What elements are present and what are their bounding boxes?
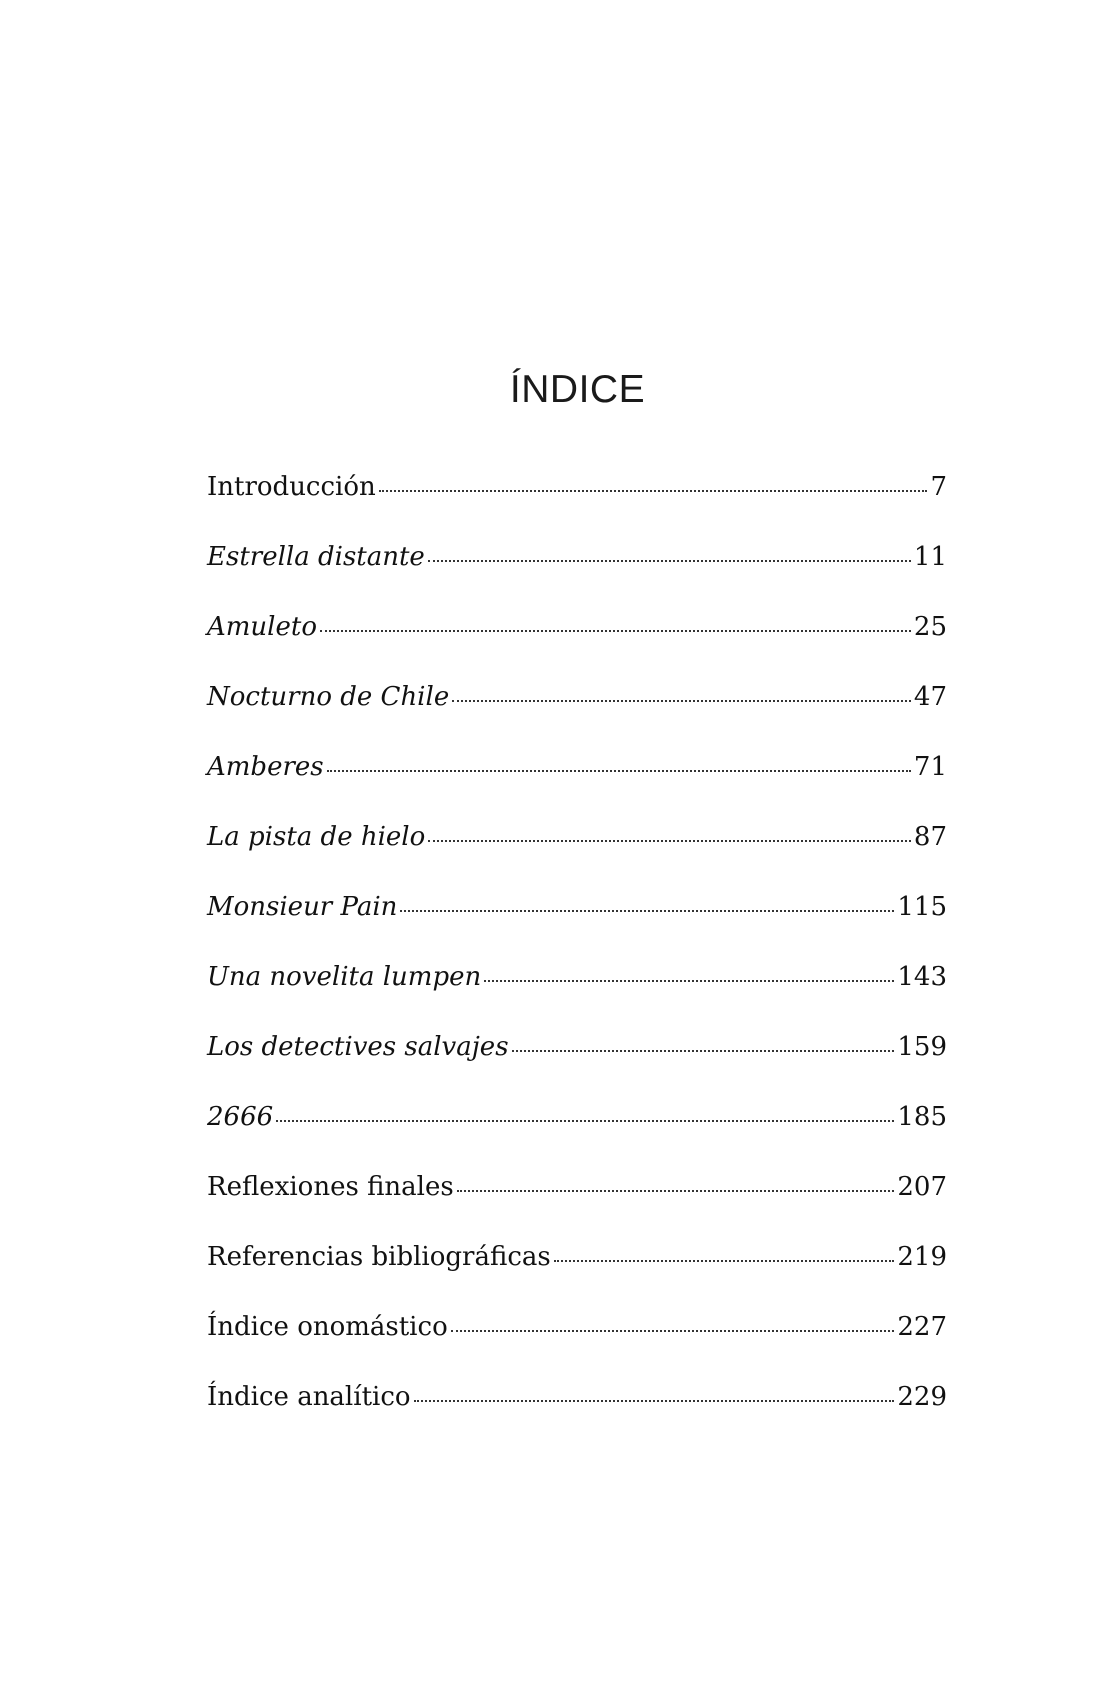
toc-entry xyxy=(207,1032,947,1102)
dot-leader xyxy=(320,630,911,632)
toc-entry-page-number: 11 xyxy=(913,542,947,572)
toc-entry xyxy=(207,472,947,542)
toc-entry xyxy=(207,822,947,892)
dot-leader xyxy=(451,1330,895,1332)
page-title: ÍNDICE xyxy=(509,368,646,411)
dot-leader xyxy=(379,490,928,492)
toc-entry-page-number: 159 xyxy=(897,1032,947,1062)
toc-entry-label: Nocturno de Chile xyxy=(207,682,450,712)
toc-entry xyxy=(207,962,947,1032)
dot-leader xyxy=(428,560,911,562)
toc-entry-label: Estrella distante xyxy=(207,542,425,572)
toc-entry-page-number: 25 xyxy=(913,612,947,642)
toc-entry-label: Los detectives salvajes xyxy=(207,1032,509,1062)
toc-entry xyxy=(207,612,947,682)
toc-entry xyxy=(207,1382,947,1452)
toc-entry-page-number: 7 xyxy=(930,472,947,502)
toc-entry-label: 2666 xyxy=(207,1102,274,1132)
toc-entry-page-number: 207 xyxy=(897,1172,947,1202)
toc-entry-label: Índice analítico xyxy=(207,1382,411,1412)
toc-entry xyxy=(207,1242,947,1312)
toc-entry-page-number: 219 xyxy=(897,1242,947,1272)
table-of-contents xyxy=(207,472,947,1452)
toc-entry-page-number: 71 xyxy=(913,752,947,782)
toc-entry-label: La pista de hielo xyxy=(207,822,426,852)
toc-entry xyxy=(207,752,947,822)
toc-entry-page-number: 227 xyxy=(897,1312,947,1342)
dot-leader xyxy=(457,1190,895,1192)
toc-entry-label: Referencias bibliográficas xyxy=(207,1242,551,1272)
toc-entry-label: Amberes xyxy=(207,752,324,782)
dot-leader xyxy=(452,700,911,702)
dot-leader xyxy=(276,1120,894,1122)
dot-leader xyxy=(428,840,911,842)
toc-entry-label: Reflexiones finales xyxy=(207,1172,454,1202)
dot-leader xyxy=(327,770,911,772)
toc-entry-page-number: 87 xyxy=(913,822,947,852)
toc-entry-label: Monsieur Pain xyxy=(207,892,398,922)
dot-leader xyxy=(484,980,894,982)
toc-entry-label: Amuleto xyxy=(207,612,317,642)
toc-entry xyxy=(207,682,947,752)
toc-entry xyxy=(207,1312,947,1382)
toc-entry xyxy=(207,542,947,612)
toc-entry-label: Índice onomástico xyxy=(207,1312,448,1342)
toc-entry xyxy=(207,1172,947,1242)
toc-entry-page-number: 47 xyxy=(913,682,947,712)
dot-leader xyxy=(414,1400,895,1402)
toc-entry xyxy=(207,892,947,962)
toc-entry-page-number: 115 xyxy=(897,892,947,922)
toc-entry xyxy=(207,1102,947,1172)
dot-leader xyxy=(512,1050,895,1052)
toc-entry-page-number: 185 xyxy=(897,1102,947,1132)
toc-entry-page-number: 229 xyxy=(897,1382,947,1412)
dot-leader xyxy=(400,910,894,912)
dot-leader xyxy=(554,1260,895,1262)
toc-entry-label: Introducción xyxy=(207,472,376,502)
toc-entry-page-number: 143 xyxy=(897,962,947,992)
toc-entry-label: Una novelita lumpen xyxy=(207,962,482,992)
